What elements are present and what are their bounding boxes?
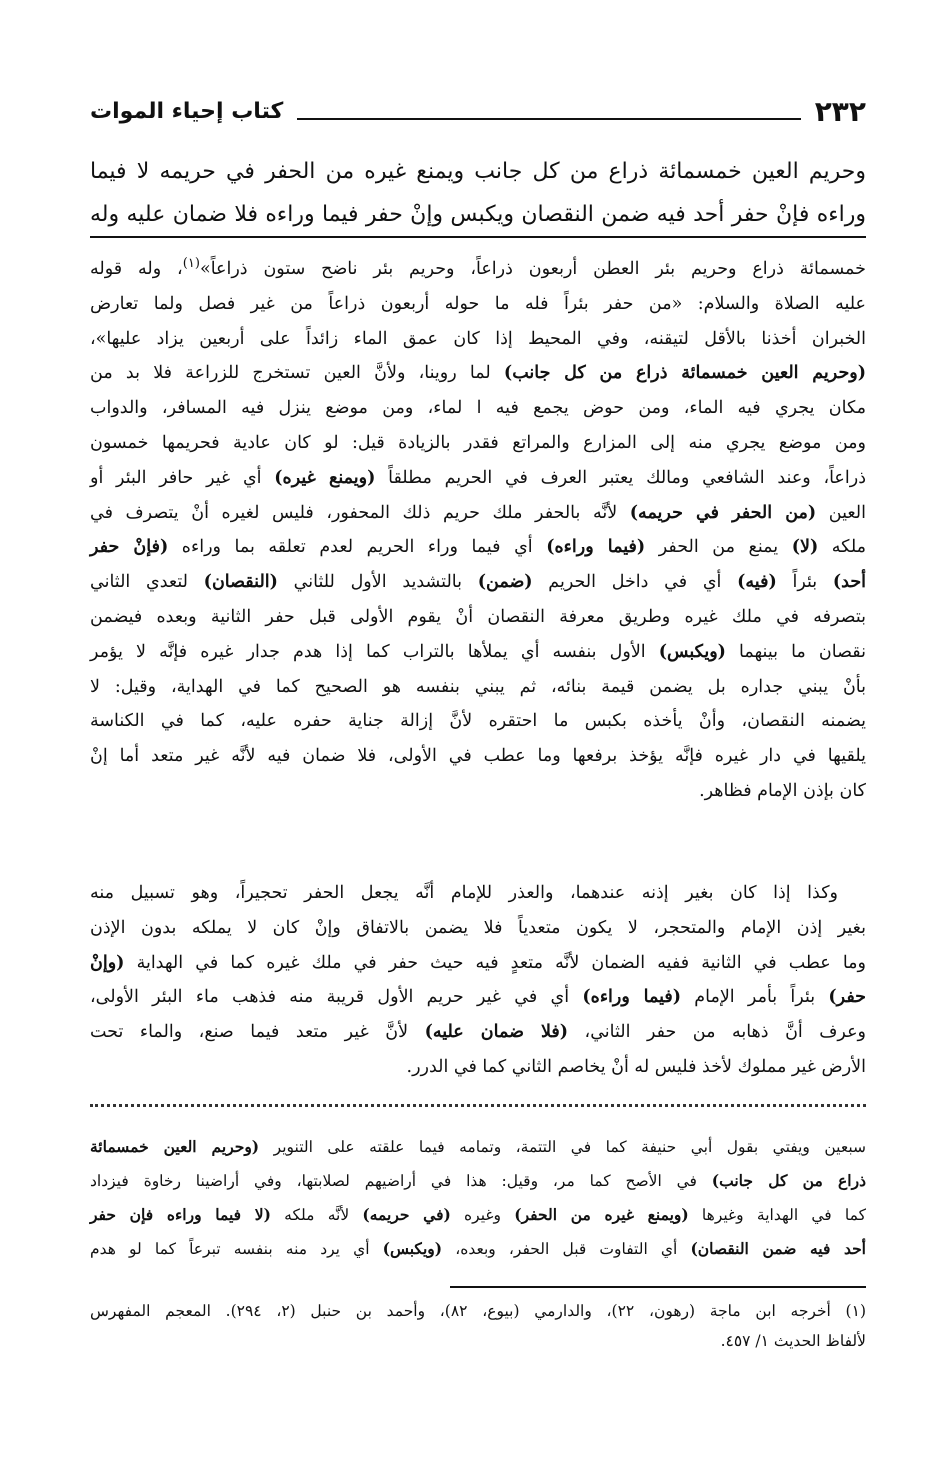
text-run: أي غير حافر البئر أو [90,467,275,488]
text-run: خمسمائة ذراع وحريم بئر العطن أربعون ذراعاً، وحريم بئر ناضح ستون ذراعاً» [199,259,866,279]
text-run: كما في الهداية وغيرها [688,1206,866,1224]
text-run: لأنَّه ملكه [270,1206,363,1224]
text-run: عليه الصلاة والسلام: «من حفر بئراً فله ما حوله أربعون ذراعاً من غير فصل ولما تعارض [90,293,866,314]
quoted-matn: (فلا ضمان عليه) [424,1022,569,1043]
quoted-matn: (ويمنع غيره) [274,467,376,488]
footnote-line: لألفاظ الحديث ١/ ٤٥٧. [720,1332,866,1350]
text-run: وغيره [450,1206,515,1224]
hashiya-line [90,1130,866,1164]
quoted-matn: (ويكبس) [658,641,726,662]
text-run: بئراً بأمر الإمام [681,987,829,1008]
text-run: بتصرفه في ملك غيره وطريق معرفة النقصان أنْ يقوم الأولى قبل حفر الثانية وبعده فيضمن [90,606,867,627]
footnote-rule [450,1286,866,1288]
main-text-divider [90,236,866,238]
text-run: ، وله قوله [90,259,183,279]
quoted-matn: (لا) [791,537,819,558]
text-run: يضمنه النقصان، وأنْ يأخذه بكبس ما احتقره لأنَّ إزالة جناية حفره عليه، كما في الكناسة [90,711,866,732]
text-run: لتعدي الثاني [90,572,204,593]
text-run: ملكه [818,537,867,558]
text-run: لأنَّ غير متعد فيما صنع، والماء تحت [90,1022,425,1043]
quoted-matn: (وحريم العين خمسمائة ذراع من كل جانب) [503,363,867,384]
text-run: لأنَّه بالحفر ملك حريم ذلك المحفور، فليس لغيره أنْ يتصرف في [90,502,630,523]
text-run: الخبران أخذنا بالأقل لتيقنه، وفي المحيط إذا كان عمق الماء زائداً على أربعين يزاد عليها»، [90,328,866,349]
sharh2-line [90,1015,866,1050]
marginal-gloss [90,1130,866,1266]
text-run: يمنع من الحفر [645,537,792,558]
sharh2-line [90,980,866,1015]
text-run: يلقيها في دار غيره فإنَّه يؤخذ برفعها وما عطب في الأولى، فلا ضمان فيه لأنَّه غير متعد أما إنْ [90,746,866,767]
text-run: العين [816,502,866,523]
text-run: نقصان ما بينهما [725,641,866,662]
text-run: أي في غير حريم الأول قريبة منه فذهب ماء البئر الأولى، [90,987,583,1008]
text-run: الأول بنفسه أي يملأها بالتراب كما إذا هدم جدار غيره فإنَّه لا يؤمر [90,641,659,662]
quoted-matn: أحد) [832,572,867,593]
sharh2-line [90,946,866,981]
quoted-matn: حفر) [828,987,866,1008]
text-run: كان بإذن الإمام فظاهر. [699,780,866,801]
text-run: أي في داخل الحريم [532,572,738,593]
quoted-matn: (فيما وراءه) [546,537,646,558]
sharh-line [90,739,866,774]
quoted-matn: (ضمن) [477,572,533,593]
running-header [90,88,866,128]
text-run: بأنْ يبني جداره بل يضمن قيمة بنائه، ثم يبني بنفسه هو الصحيح كما في الهداية، وقيل: لا [90,676,866,697]
sharh-line [90,356,866,391]
text-run: أي فيما وراء الحريم لعدم تعلقه بما وراءه [168,537,547,558]
text-run: مكان يجري فيه الماء، ومن حوض يجمع فيه ا لماء، ومن موضع ينزل فيه المسافر، والدواب [90,398,866,419]
sharh2-line [90,911,866,946]
text-run: بئراً [776,572,833,593]
sharh-line [90,322,866,357]
sharh-line [90,670,866,705]
quoted-matn: (وحريم العين خمسمائة [90,1137,260,1156]
sharh-line [90,426,866,461]
sharh-line [90,496,866,531]
text-run: في الأصح كما مر، وقيل: هذا في أراضيهم لصلابتها، وفي أراضينا رخاوة فيزداد [90,1172,712,1190]
running-title: كتاب إحياء الموات [90,99,284,124]
text-run: أي يرد منه بنفسه تبرعاً كما لو هدم [90,1240,383,1258]
quoted-matn: ذراع من كل جانب) [711,1171,866,1190]
hashiya-line [90,1164,866,1198]
sharh-line [90,774,866,809]
text-run: سبعين ويفتي بقول أبي حنيفة كما في التتمة، وتمامه فيما علقته على التنوير [259,1138,866,1156]
sharh-line [90,287,866,322]
sharh-line [90,530,866,565]
text-run: بالتشديد الأول للثاني [277,572,478,593]
quoted-matn: (لا فيما وراءه فإن حفر [90,1205,271,1224]
quoted-matn: (ويكبس) [382,1239,443,1258]
sharh-line [90,391,866,426]
text-run: وما عطب في الثانية ففيه الضمان لأنَّه متعدٍ فيه حيث حفر في ملك غيره كما في الهداية [124,952,866,973]
quoted-matn: (في حريمه) [362,1205,451,1224]
hashiya-line [90,1232,866,1266]
text-run: وعرف أنَّ ذهابه من حفر الثاني، [568,1022,866,1043]
text-run: وكذا إذا كان بغير إذنه عندهما، والعذر للإمام أنَّه يجعل الحفر تحجيراً، وهو تسبيل منه [90,883,838,903]
sharh-line [90,704,866,739]
quoted-matn: (فيه) [737,572,777,593]
header-rule [297,118,800,120]
sharh-line [90,600,866,635]
sharh-line [90,565,866,600]
text-run: الأرض غير مملوك لأخذ فليس له أنْ يخاصم الثاني كما في الدرر. [406,1056,866,1077]
hashiya-line [90,1198,866,1232]
main-text-line: وراءه فإنْ حفر أحد فيه ضمن النقصان ويكبس وإنْ حفر فيما وراءه فلا ضمان عليه وله [90,202,866,227]
text-run: بغير إذن الإمام والمتحجر، لا يكون متعدياً فلا يضمن بالاتفاق وإنْ كان لا يملكه بدون الإذن [90,917,866,938]
quoted-matn: (النقصان) [203,572,278,593]
sharh2-line [90,876,866,911]
text-run: ذراعاً، وعند الشافعي ومالك يعتبر العرف في الحريم مطلقاً [375,467,866,488]
sharh-line [90,635,866,670]
text-run: أي التفاوت قبل الحفر، وبعده، [442,1240,691,1258]
quoted-matn: (من الحفر في حريمه) [629,502,817,523]
main-text [90,150,866,236]
sharh2-line [90,1050,866,1085]
quoted-matn: (فيما وراءه) [582,987,681,1008]
footnote [90,1296,866,1356]
text-run: لما روينا، ولأنَّ العين تستخرج للزراعة فلا بد من [90,363,504,384]
main-text-line: وحريم العين خمسمائة ذراع من كل جانب ويمنع غيره من الحفر في حريمه لا فيما [90,159,866,184]
quoted-matn: (ويمنع غيره من الحفر) [514,1205,689,1224]
page-number: ٢٣٢ [814,95,866,128]
commentary-paragraph-2 [90,876,866,1085]
quoted-matn: (فإنْ حفر [90,537,169,558]
dotted-separator [90,1104,866,1107]
quoted-matn: أحد فيه ضمن النقصان) [690,1239,866,1258]
text-run: ومن موضع يجري منه إلى المزارع والمراتع فقدر بالزيادة قيل: لو كان عادية فحريمها خمسون [90,432,866,453]
commentary [90,252,866,809]
sharh-line [90,461,866,496]
footnote-line: (١) أخرجه ابن ماجة (رهون، ٢٢)، والدارمي (بيوع، ٨٢)، وأحمد بن حنبل (٢، ٢٩٤). المعجم المفهرس [90,1302,866,1320]
quoted-matn: (وإنْ [90,952,125,973]
footnote-marker: (١) [182,256,200,272]
sharh-line [90,252,866,287]
